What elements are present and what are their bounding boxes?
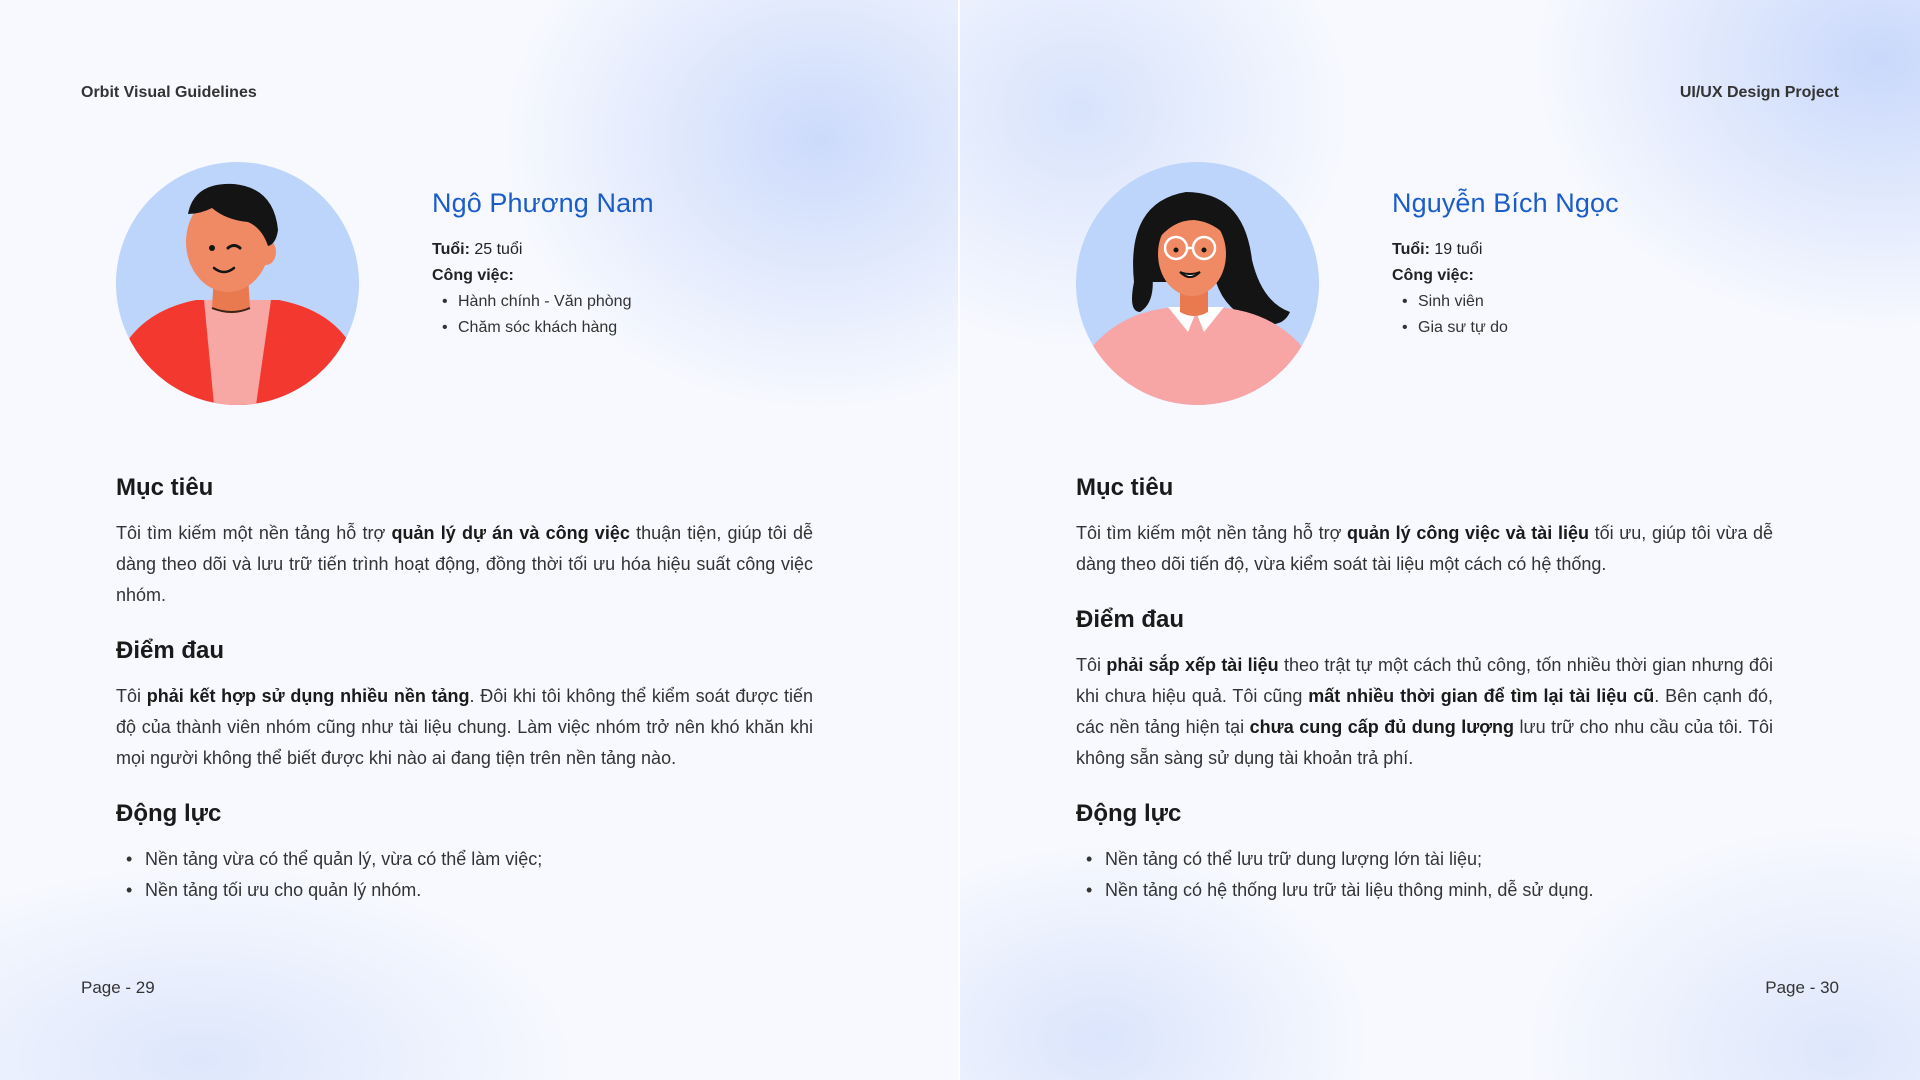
motivation-list: [1076, 844, 1773, 906]
page-number: Page - 29: [81, 978, 155, 997]
age-value: 25 tuổi: [469, 241, 523, 258]
page-30: [960, 0, 1920, 1080]
running-head: Orbit Visual Guidelines: [81, 84, 257, 101]
age-label: Tuổi:: [432, 241, 470, 258]
job-item: • Gia sư tự do: [1402, 315, 1619, 341]
job-item: • Sinh viên: [1402, 289, 1619, 315]
goal-title: Mục tiêu: [116, 474, 214, 501]
goal-text: Tôi tìm kiếm một nền tảng hỗ trợ quản lý dự án và công việc thuận tiện, giúp tôi dễ dàng theo dõi và lưu trữ tiến trình hoạt động, đồng thời tối ưu hóa hiệu suất công việc nhóm.: [116, 523, 814, 605]
motivation-item: • Nền tảng có hệ thống lưu trữ tài liệu thông minh, dễ sử dụng.: [1086, 875, 1773, 906]
motivation-item: • Nền tảng có thể lưu trữ dung lượng lớn tài liệu;: [1086, 844, 1773, 875]
persona-name: Ngô Phương Nam: [432, 188, 654, 218]
pain-text: Tôi phải sắp xếp tài liệu theo trật tự một cách thủ công, tốn nhiều thời gian nhưng đôi khi chưa hiệu quả. Tôi cũng mất nhiều thời gian để tìm lại tài liệu cũ. Bên cạnh đó, các nền tảng hiện tại chưa cung cấp đủ dung lượng lưu trữ cho nhu cầu của tôi. Tôi không sẵn sàng sử dụng tài khoản trả phí.: [1076, 655, 1773, 768]
goal-title: Mục tiêu: [1076, 474, 1174, 501]
motivation-title: Động lực: [1076, 800, 1182, 827]
running-head: UI/UX Design Project: [1679, 84, 1839, 101]
motivation-list: [116, 844, 813, 906]
persona-content: [116, 470, 813, 906]
persona-name: Nguyễn Bích Ngọc: [1392, 188, 1619, 218]
pain-title: Điểm đau: [116, 637, 225, 664]
pain-text: Tôi phải kết hợp sử dụng nhiều nền tảng. Đôi khi tôi không thể kiểm soát được tiến độ của thành viên nhóm cũng như tài liệu chung. Làm việc nhóm trở nên khó khăn khi mọi người không thể biết được khi nào ai đang tiện trên nền tảng nào.: [116, 686, 813, 768]
motivation-title: Động lực: [116, 800, 222, 827]
motivation-item: • Nền tảng vừa có thể quản lý, vừa có thể làm việc;: [126, 844, 813, 875]
age-line: [1392, 237, 1619, 263]
job-item: • Chăm sóc khách hàng: [442, 315, 654, 341]
age-value: 19 tuổi: [1429, 241, 1483, 258]
page-number: Page - 30: [1765, 978, 1839, 997]
goal-text: Tôi tìm kiếm một nền tảng hỗ trợ quản lý công việc và tài liệu tối ưu, giúp tôi vừa dễ dàng theo dõi tiến độ, vừa kiểm soát tài liệu một cách có hệ thống.: [1076, 523, 1773, 574]
persona-profile: [1392, 188, 1619, 341]
job-label: Công việc:: [432, 267, 514, 284]
age-line: [432, 237, 654, 263]
pain-title: Điểm đau: [1076, 606, 1185, 633]
job-label: Công việc:: [1392, 267, 1474, 284]
motivation-item: • Nền tảng tối ưu cho quản lý nhóm.: [126, 875, 813, 906]
job-list: [432, 289, 654, 341]
job-list: [1392, 289, 1619, 341]
woman-avatar-icon: [1076, 162, 1319, 405]
persona-content: [1076, 470, 1773, 906]
persona-profile: [432, 188, 654, 341]
man-avatar-icon: [116, 162, 359, 405]
job-item: • Hành chính - Văn phòng: [442, 289, 654, 315]
age-label: Tuổi:: [1392, 241, 1430, 258]
